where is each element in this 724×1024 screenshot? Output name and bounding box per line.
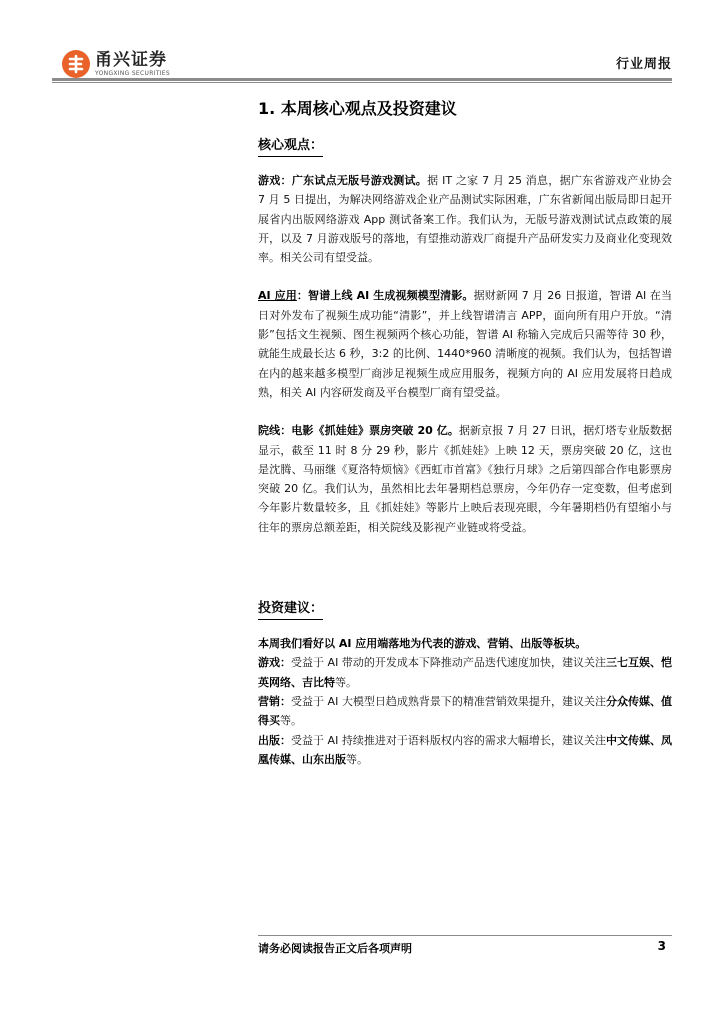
header-divider [52,78,672,81]
games-stocks: 三七互娱、恺英网络、吉比特 [258,656,673,689]
publishing-stocks: 中文传媒、凤凰传媒、山东出版 [258,733,673,766]
cinema-headline: 院线：电影《抓娃娃》票房突破 20 亿。 [258,424,459,438]
investment-games [258,653,672,692]
games-reason: 受益于 AI 带动的开发成本下降推动产品迭代速度加快，建议关注 [291,656,606,670]
report-type-label: 行业周报 [615,57,672,72]
brand-name-en: YONGXING SECURITIES [95,69,170,77]
investment-publishing [258,731,672,770]
cinema-body: 据新京报 7 月 27 日讯，据灯塔专业版数据显示，截至 11 时 8 分 29 秒，影片《抓娃娃》上映 12 天，票房突破 20 亿，这也是沈腾、马丽继《夏洛特烦恼》《西虹市首富》《独行月球》之后第四部合作电影票房突破 20 亿。我们认为，虽然相比去年暑期档总票房，今年仍存一定变数，但考虑到今年影片数量较多，且《抓娃娃》等影片上映后表现亮眼，今年暑期档仍有望缩小与往年的票房总额差距，相关院线及影视产业链或将受益。 [258,424,672,534]
ai-headline-prefix: AI 应用 [258,289,297,303]
investment-heading: 投资建议： [258,600,323,620]
core-paragraph-ai [258,286,672,402]
publishing-end: 等。 [346,752,368,766]
brand-name-cn: 甬兴证券 [95,49,167,70]
marketing-end: 等。 [280,714,302,728]
report-body [258,97,672,769]
games-headline: 游戏：广东试点无版号游戏测试。 [258,174,428,187]
marketing-reason: 受益于 AI 大模型日趋成熟背景下的精准营销效果提升，建议关注 [291,694,606,708]
publishing-label: 出版： [258,733,292,747]
investment-marketing [258,692,672,731]
games-label: 游戏： [258,656,292,670]
footer-divider [258,935,672,936]
games-end: 等。 [335,675,357,689]
ai-headline: ：智谱上线 AI 生成视频模型清影。 [296,289,474,303]
games-body: 据 IT 之家 7 月 25 消息，据广东省游戏产业协会 7 月 5 日提出，为解决网络游戏企业产品测试实际困难，广东省新闻出版局即日起开展省内出版网络游戏 App 测试备案工作。我们认为，无版号游戏测试试点政策的展开，以及 7 月游戏版号的落地，有望推动游戏厂商提升产品研发实力及商业化变现效率。相关公司有望受益。 [258,174,673,265]
brand-logo [62,49,170,79]
marketing-stocks: 分众传媒、值得买 [258,694,673,728]
core-paragraph-cinema [258,421,672,537]
footer-disclaimer: 请务必阅读报告正文后各项声明 [258,942,412,955]
investment-intro [258,634,672,653]
core-views-heading: 核心观点： [258,137,323,157]
publishing-reason: 受益于 AI 持续推进对于语料版权内容的需求大幅增长，建议关注 [291,733,606,747]
investment-intro-text: 本周我们看好以 AI 应用端落地为代表的游戏、营销、出版等板块。 [258,637,587,651]
page-number: 3 [657,939,666,953]
marketing-label: 营销： [258,694,292,708]
core-paragraph-games [258,171,672,267]
section-title: 1. 本周核心观点及投资建议 [258,99,457,118]
ai-body: 据财新网 7 月 26 日报道，智谱 AI 在当日对外发布了视频生成功能“清影”，并上线智谱清言 APP，面向所有用户开放。“清影”包括文生视频、图生视频两个核心功能，智谱 AI 称输入完成后只需等待 30 秒，就能生成最长达 6 秒，3:2 的比例、1440*960 清晰度的视频。我们认为，包括智谱在内的越来越多模型厂商涉足视频生成应用服务，视频方向的 AI 应用发展将日趋成熟，相关 AI 内容研发商及平台模型厂商有望受益。 [258,289,673,399]
brand-mark-icon [62,50,90,78]
header-divider-thin [52,82,672,83]
